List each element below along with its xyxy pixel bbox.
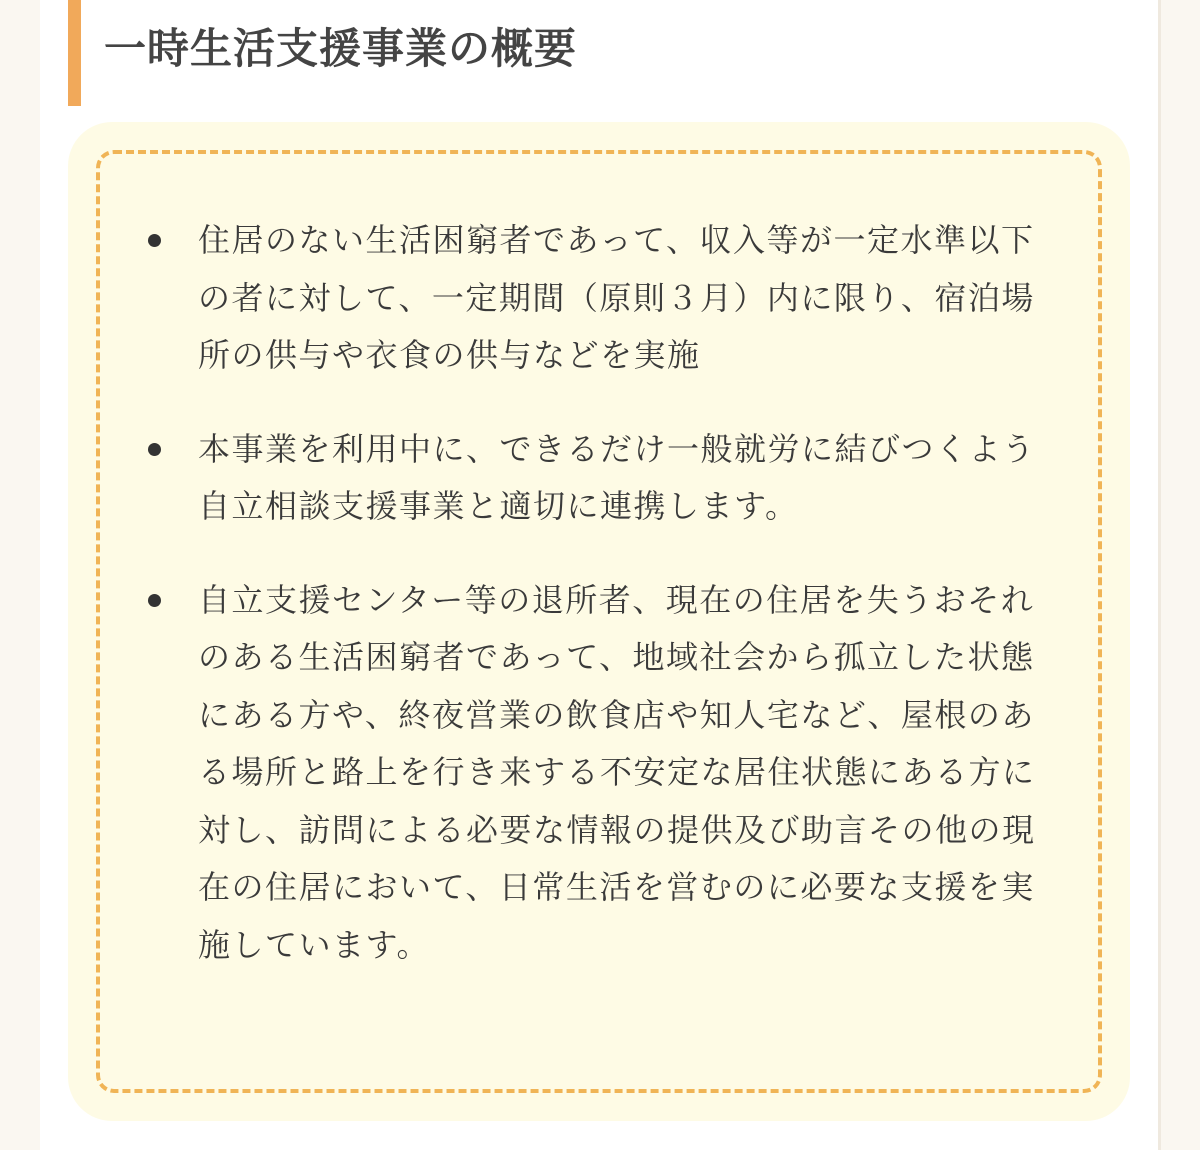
bullet-text: 本事業を利用中に、できるだけ一般就労に結びつくよう自立相談支援事業と適切に連携します。	[198, 429, 1036, 525]
content-right-border	[1158, 0, 1161, 1150]
bullet-item-visit-support	[130, 572, 1050, 975]
bullet-text: 住居のない生活困窮者であって、収入等が一定水準以下の者に対して、一定期間（原則３月）内に限り、宿泊場所の供与や衣食の供与などを実施	[198, 221, 1035, 374]
bullet-dot-icon	[148, 594, 161, 607]
overview-note-box	[68, 122, 1130, 1121]
overview-bullet-list	[130, 212, 1050, 1010]
bullet-dot-icon	[148, 234, 161, 247]
section-heading-text: 一時生活支援事業の概要	[104, 24, 578, 73]
bullet-item-employment-link	[130, 421, 1050, 536]
bullet-dot-icon	[148, 443, 161, 456]
section-heading	[68, 0, 1068, 106]
bullet-text: 自立支援センター等の退所者、現在の住居を失うおそれのある生活困窮者であって、地域社会から孤立した状態にある方や、終夜営業の飲食店や知人宅など、屋根のある場所と路上を行き来する不安定な居住状態にある方に対し、訪問による必要な情報の提供及び助言その他の現在の住居において、日常生活を営むのに必要な支援を実施しています。	[198, 580, 1036, 964]
bullet-item-lodging-support	[130, 212, 1050, 385]
